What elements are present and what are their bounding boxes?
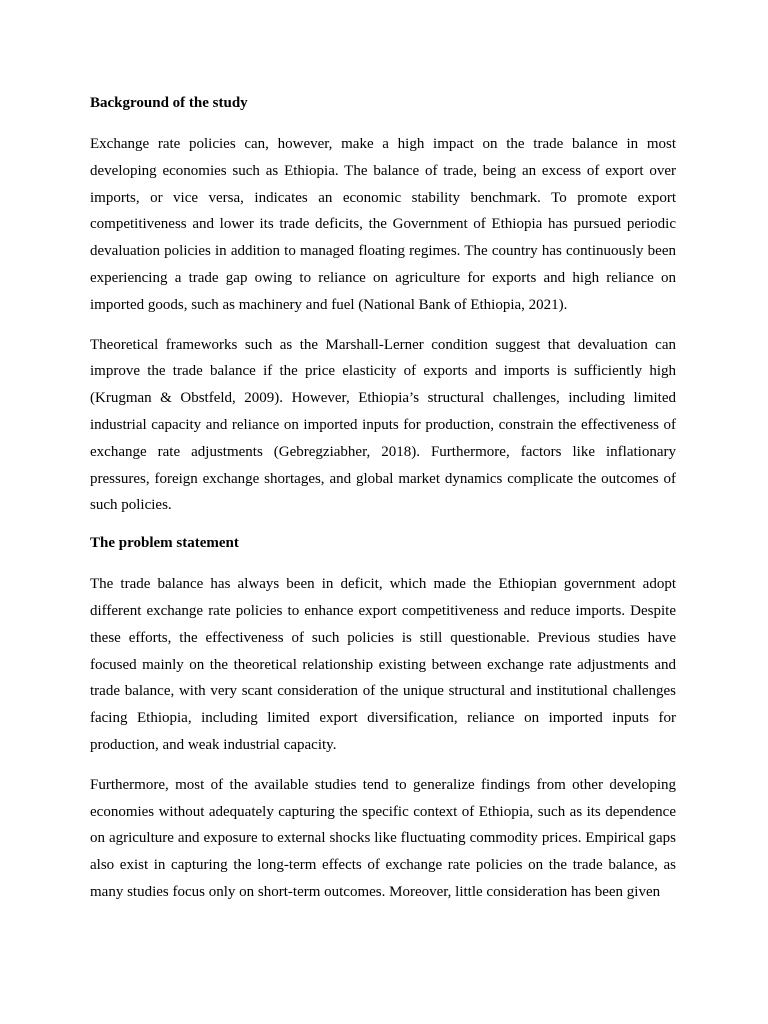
problem-paragraph-1: The trade balance has always been in deficit, which made the Ethiopian government adopt different exchange rate policies to enhance export competitiveness and reduce imports. Despite these efforts, the effectiveness of such policies is still questionable. Previous studies have focused mainly on the theoretical relationship existing between exchange rate adjustments and trade balance, with very scant consideration of the unique structural and institutional challenges facing Ethiopia, including limited export diversification, reliance on imported inputs for production, and weak industrial capacity. (90, 576, 676, 753)
section-heading-background: Background of the study (90, 95, 248, 111)
section-heading-problem-statement: The problem statement (90, 535, 239, 552)
background-paragraph-2: Theoretical frameworks such as the Marshall-Lerner condition suggest that devaluation can improve the trade balance if the price elasticity of exports and imports is sufficiently high (Krugman & Obstfeld, 2009). However, Ethiopia’s structural challenges, including limited industrial capacity and reliance on imported inputs for production, constrain the effectiveness of exchange rate adjustments (Gebregziabher, 2018). Furthermore, factors like inflationary pressures, foreign exchange shortages, and global market dynamics complicate the outcomes of such policies. (90, 336, 676, 514)
document-page (90, 92, 676, 919)
problem-paragraph-2: Furthermore, most of the available studies tend to generalize findings from other developing economies without adequately capturing the specific context of Ethiopia, such as its dependence on agriculture and exposure to external shocks like fluctuating commodity prices. Empirical gaps also exist in capturing the long-term effects of exchange rate policies on the trade balance, as many studies focus only on short-term outcomes. Moreover, little consideration has been given (90, 776, 676, 900)
background-paragraph-1: Exchange rate policies can, however, make a high impact on the trade balance in most developing economies such as Ethiopia. The balance of trade, being an excess of export over imports, or vice versa, indicates an economic stability benchmark. To promote export competitiveness and lower its trade deficits, the Government of Ethiopia has pursued periodic devaluation policies in addition to managed floating regimes. The country has continuously been experiencing a trade gap owing to reliance on agriculture for exports and high reliance on imported goods, such as machinery and fuel (National Bank of Ethiopia, 2021). (90, 136, 676, 313)
